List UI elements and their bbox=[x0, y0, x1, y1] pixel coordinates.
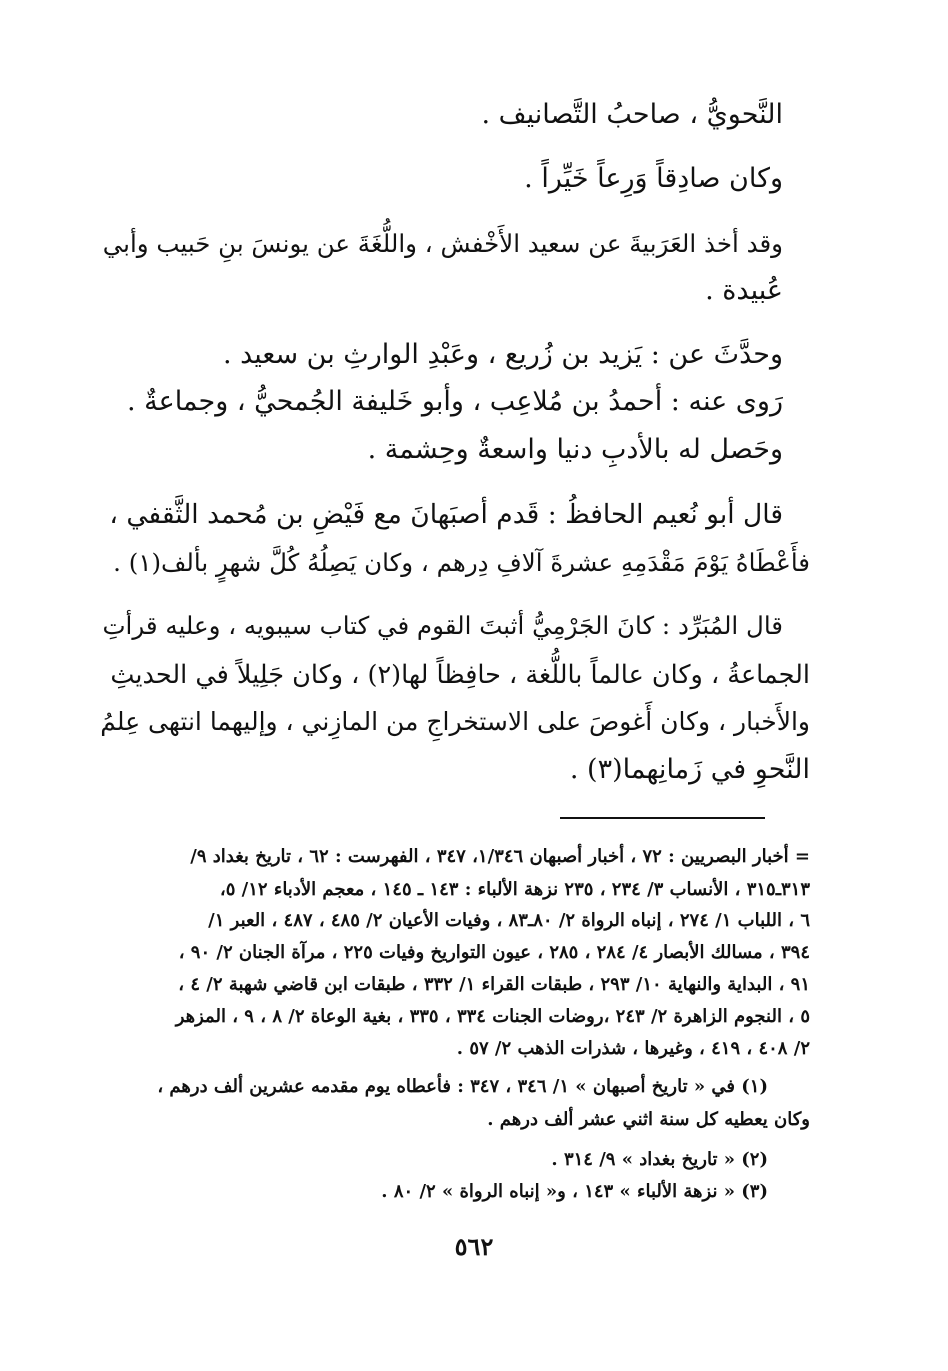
body-line: فأَعْطَاهُ يَوْمَ مَقْدَمِهِ عشرةَ آلافِ دِرهم ، وكان يَصِلُهُ كُلَّ شهرٍ بألف(١) . bbox=[113, 548, 810, 577]
footnote-line: ٦ ، اللباب ١/ ٢٧٤ ، إنباه الرواة ٢/ ٨٠ـ٨٣ ، وفيات الأعيان ٢/ ٤٨٥ ، ٤٨٧ ، العبر ١/ bbox=[208, 910, 810, 931]
body-line: قال المُبَرِّد : كانَ الجَرْمِيُّ أثبتَ القوم في كتاب سيبويه ، وعليه قرأتِ bbox=[102, 611, 783, 640]
body-line: رَوى عنه : أحمدُ بن مُلاعِب ، وأبو خَليفة الجُمحيُّ ، وجماعةٌ . bbox=[126, 386, 783, 417]
footnote-line: ٢/ ٤٠٨ ، ٤١٩ ، وغيرها ، شذرات الذهب ٢/ ٥٧ . bbox=[456, 1038, 810, 1059]
footnote-line: ٩١ ، البداية والنهاية ١٠/ ٢٩٣ ، طبقات القراء ١/ ٣٣٢ ، طبقات ابن قاضي شهبة ٢/ ٤ ، bbox=[178, 974, 810, 995]
footnote-divider bbox=[560, 817, 765, 819]
body-line: النَّحويُّ ، صاحبُ التَّصانيف . bbox=[481, 99, 783, 130]
footnote-line: = أخبار البصريين : ٧٢ ، أخبار أصبهان ١/٣٤٦، ٣٤٧ ، الفهرست : ٦٢ ، تاريخ بغداد ٩/ bbox=[190, 846, 810, 867]
body-line: الجماعةُ ، وكان عالماً باللُّغة ، حافِظاً لها(٢) ، وكان جَلِيلاً في الحديثِ bbox=[110, 660, 810, 690]
footnote-line: ٣٩٤ ، مسالك الأبصار ٤/ ٢٨٤ ، ٢٨٥ ، عيون التواريخ وفيات ٢٢٥ ، مرآة الجنان ٢/ ٩٠ ، bbox=[178, 942, 810, 963]
body-line: قال أبو نُعيم الحافظُ : قَدم أصبَهانَ مع فَيْضِ بن مُحمد الثَّقفي ، bbox=[109, 499, 783, 530]
body-line: وحدَّثَ عن : يَزيد بن زُريع ، وعَبْدِ الوارثِ بن سعيد . bbox=[222, 339, 783, 370]
page-number: ٥٦٢ bbox=[454, 1232, 494, 1261]
body-line: وحَصل له بالأدبِ دنيا واسعةٌ وحِشمة . bbox=[367, 434, 783, 465]
footnote-line: ٣١٣ـ٣١٥ ، الأنساب ٣/ ٢٣٤ ، ٢٣٥ نزهة الألباء : ١٤٣ ـ ١٤٥ ، معجم الأدباء ١٢/ ٥، bbox=[219, 879, 810, 900]
footnote-line: ٥ ، النجوم الزاهرة ٢/ ٢٤٣ ،روضات الجنات ٣٣٤ ، ٣٣٥ ، بغية الوعاة ٢/ ٨ ، ٩ ، المزهر bbox=[175, 1006, 810, 1027]
body-line: عُبيدة . bbox=[705, 275, 783, 306]
footnote-line: (١) في « تاريخ أصبهان » ١/ ٣٤٦ ، ٣٤٧ : فأعطاه يوم مقدمه عشرين ألف درهم ، bbox=[157, 1076, 768, 1097]
footnote-line: (٢) « تاريخ بغداد » ٩/ ٣١٤ . bbox=[551, 1149, 768, 1170]
body-line: والأَخبار ، وكان أَغوصَ على الاستخراجِ من المازِني ، وإليهما انتهى عِلمُ bbox=[100, 707, 810, 736]
body-line: النَّحوِ في زَمانِهما(٣) . bbox=[569, 754, 810, 785]
body-line: وقد أخذ العَرَبيةَ عن سعيد الأَخْفش ، واللُّغَةَ عن يونسَ بنِ حَبيب وأبي bbox=[102, 229, 783, 258]
body-line: وكان صادِقاً وَرِعاً خَيِّراً . bbox=[524, 163, 783, 194]
footnote-line: (٣) « نزهة الألباء » ١٤٣ ، و« إنباه الرواة » ٢/ ٨٠ . bbox=[381, 1181, 768, 1202]
footnote-line: وكان يعطيه كل سنة اثني عشر ألف درهم . bbox=[487, 1109, 810, 1130]
